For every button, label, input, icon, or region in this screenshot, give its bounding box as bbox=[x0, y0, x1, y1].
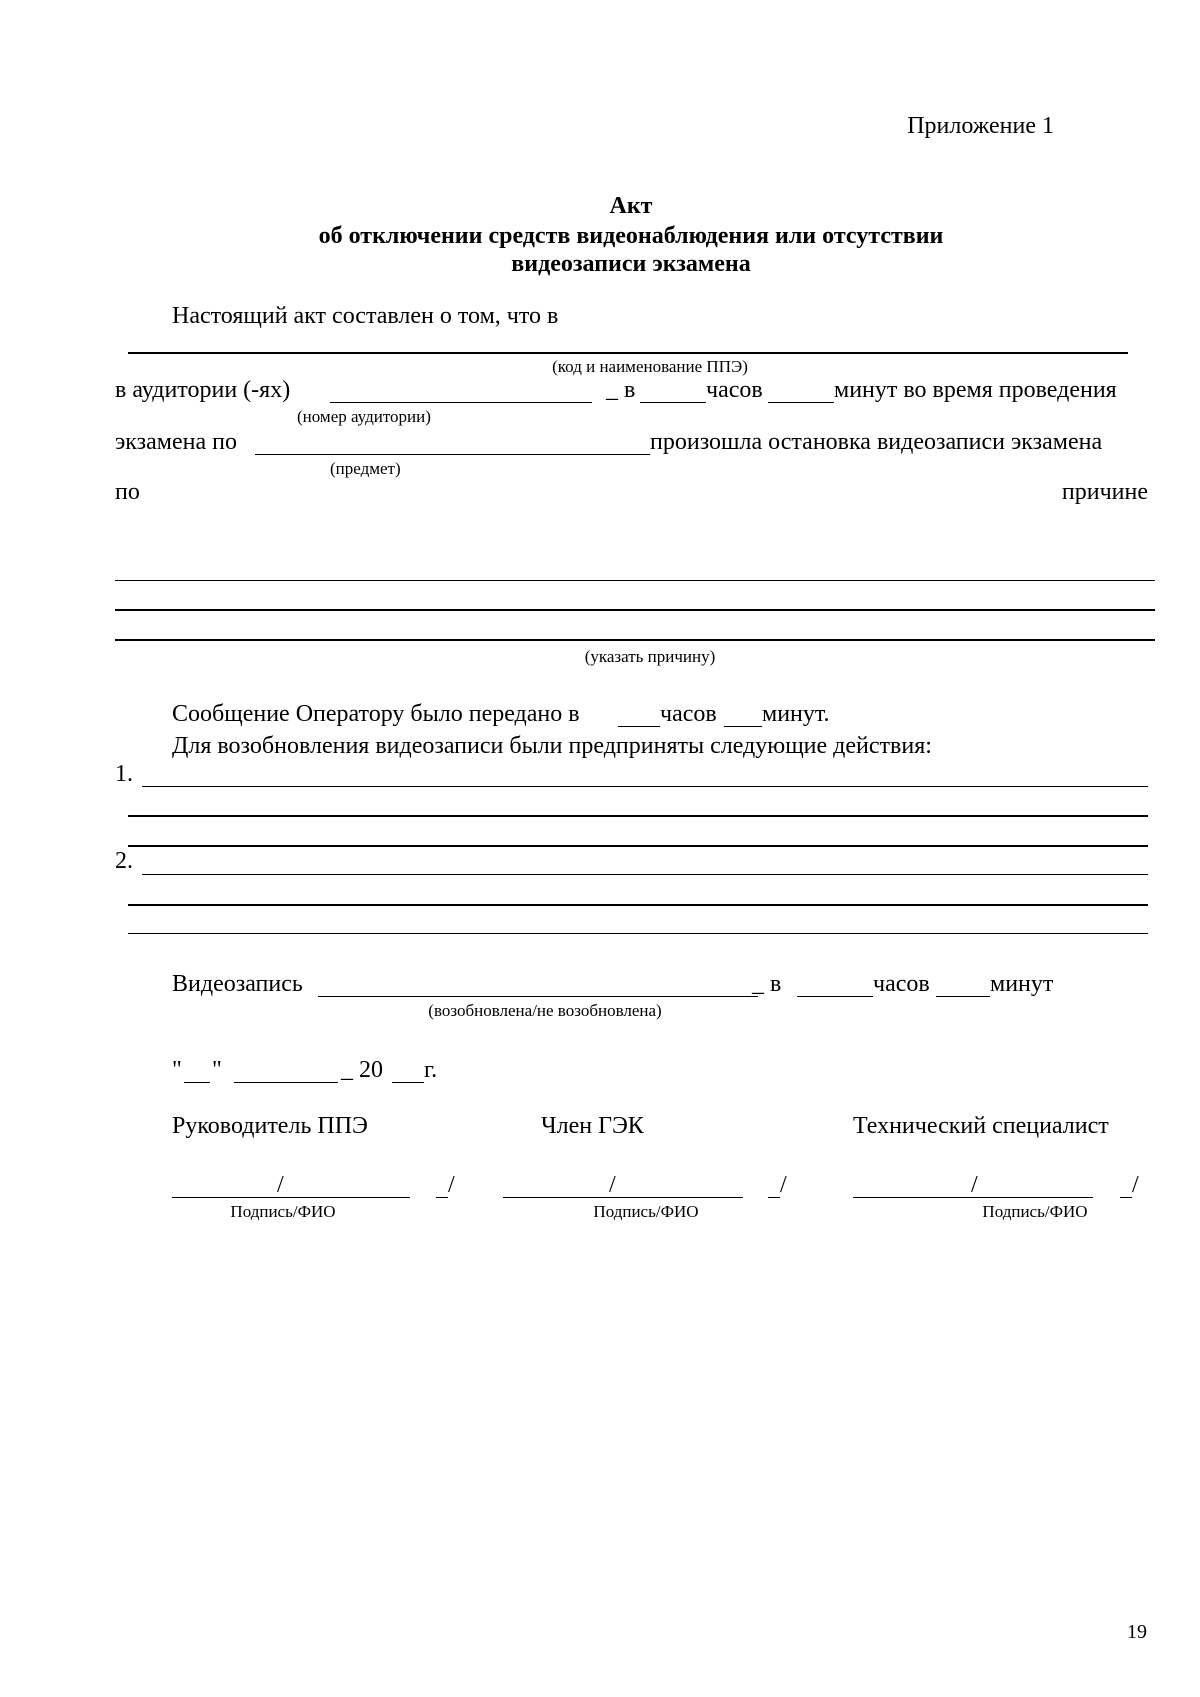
signature-caption-1: Подпись/ФИО bbox=[230, 1202, 336, 1221]
operator-hours-blank[interactable] bbox=[618, 726, 660, 727]
signature-tail-3[interactable] bbox=[1120, 1197, 1132, 1198]
date-year-prefix: _ 20 bbox=[341, 1057, 383, 1083]
actions-intro: Для возобновления видеозаписи были предприняты следующие действия: bbox=[172, 733, 932, 759]
action-number-1: 1. bbox=[115, 761, 133, 787]
date-year-blank[interactable] bbox=[392, 1082, 424, 1083]
room-caption: (номер аудитории) bbox=[297, 407, 431, 426]
room-minutes-blank[interactable] bbox=[768, 402, 834, 403]
signature-line-2[interactable] bbox=[503, 1197, 743, 1198]
action-2-line-1[interactable] bbox=[142, 874, 1148, 875]
signature-tail-1[interactable] bbox=[436, 1197, 448, 1198]
signature-caption-2: Подпись/ФИО bbox=[593, 1202, 699, 1221]
action-1-line-2[interactable] bbox=[128, 815, 1148, 817]
operator-minutes-blank[interactable] bbox=[724, 726, 762, 727]
video-label: Видеозапись bbox=[172, 971, 303, 997]
video-caption: (возобновлена/не возобновлена) bbox=[428, 1001, 662, 1020]
room-rest: минут во время проведения bbox=[834, 377, 1117, 403]
exam-rest: произошла остановка видеозаписи экзамена bbox=[650, 429, 1103, 455]
reason-line-2[interactable] bbox=[115, 609, 1155, 611]
video-hours-blank[interactable] bbox=[797, 996, 873, 997]
signer-gek-member: Член ГЭК bbox=[541, 1113, 644, 1139]
date-day-blank[interactable] bbox=[184, 1082, 210, 1083]
intro-text: Настоящий акт составлен о том, что в bbox=[172, 303, 559, 329]
subject-blank-line[interactable] bbox=[255, 454, 650, 455]
video-minutes-blank[interactable] bbox=[936, 996, 990, 997]
signature-tail-2[interactable] bbox=[768, 1197, 780, 1198]
signature-caption-3: Подпись/ФИО bbox=[982, 1202, 1088, 1221]
title-line-3: видеозаписи экзамена bbox=[511, 251, 751, 277]
operator-minutes-label: минут. bbox=[762, 701, 830, 727]
page-number: 19 bbox=[1127, 1621, 1147, 1643]
exam-prefix: экзамена по bbox=[115, 429, 237, 455]
operator-hours-label: часов bbox=[660, 701, 717, 727]
video-v: _ в bbox=[752, 971, 782, 997]
action-2-line-3[interactable] bbox=[128, 933, 1148, 934]
reason-line-1[interactable] bbox=[115, 580, 1155, 581]
room-v: _ в bbox=[606, 377, 636, 403]
signature-slash-3a: / bbox=[971, 1172, 978, 1198]
room-blank-line[interactable] bbox=[330, 402, 592, 403]
ppe-blank-line[interactable] bbox=[128, 352, 1128, 354]
reason-right: причине bbox=[1061, 479, 1148, 505]
video-hours-label: часов bbox=[873, 971, 930, 997]
title-line-1: Акт bbox=[609, 193, 653, 219]
operator-prefix: Сообщение Оператору было передано в bbox=[172, 701, 580, 727]
signature-slash-1a: / bbox=[277, 1172, 284, 1198]
date-quote-open: " bbox=[172, 1057, 182, 1083]
date-year-suffix: г. bbox=[424, 1057, 438, 1083]
signer-ppe-head: Руководитель ППЭ bbox=[172, 1113, 368, 1139]
room-hours-blank[interactable] bbox=[640, 402, 706, 403]
date-quote-close: " bbox=[212, 1057, 222, 1083]
ppe-caption: (код и наименование ППЭ) bbox=[552, 357, 748, 376]
room-hours-label: часов bbox=[706, 377, 763, 403]
date-month-blank[interactable] bbox=[234, 1082, 338, 1083]
video-status-blank[interactable] bbox=[318, 996, 758, 997]
signature-slash-1b: / bbox=[448, 1172, 455, 1198]
appendix-label: Приложение 1 bbox=[907, 113, 1054, 139]
signature-slash-2a: / bbox=[609, 1172, 616, 1198]
title-line-2: об отключении средств видеонаблюдения или отсутствии bbox=[318, 223, 944, 249]
reason-line-3[interactable] bbox=[115, 639, 1155, 641]
action-1-line-3[interactable] bbox=[128, 845, 1148, 847]
action-number-2: 2. bbox=[115, 848, 133, 874]
signature-slash-2b: / bbox=[780, 1172, 787, 1198]
action-1-line-1[interactable] bbox=[142, 786, 1148, 787]
subject-caption: (предмет) bbox=[330, 459, 401, 478]
reason-caption: (указать причину) bbox=[584, 647, 716, 666]
action-2-line-2[interactable] bbox=[128, 904, 1148, 906]
signature-slash-3b: / bbox=[1132, 1172, 1139, 1198]
video-minutes-label: минут bbox=[990, 971, 1054, 997]
room-prefix: в аудитории (-ях) bbox=[115, 377, 291, 403]
reason-left: по bbox=[115, 479, 140, 505]
signature-line-1[interactable] bbox=[172, 1197, 410, 1198]
signer-tech-specialist: Технический специалист bbox=[853, 1113, 1109, 1139]
